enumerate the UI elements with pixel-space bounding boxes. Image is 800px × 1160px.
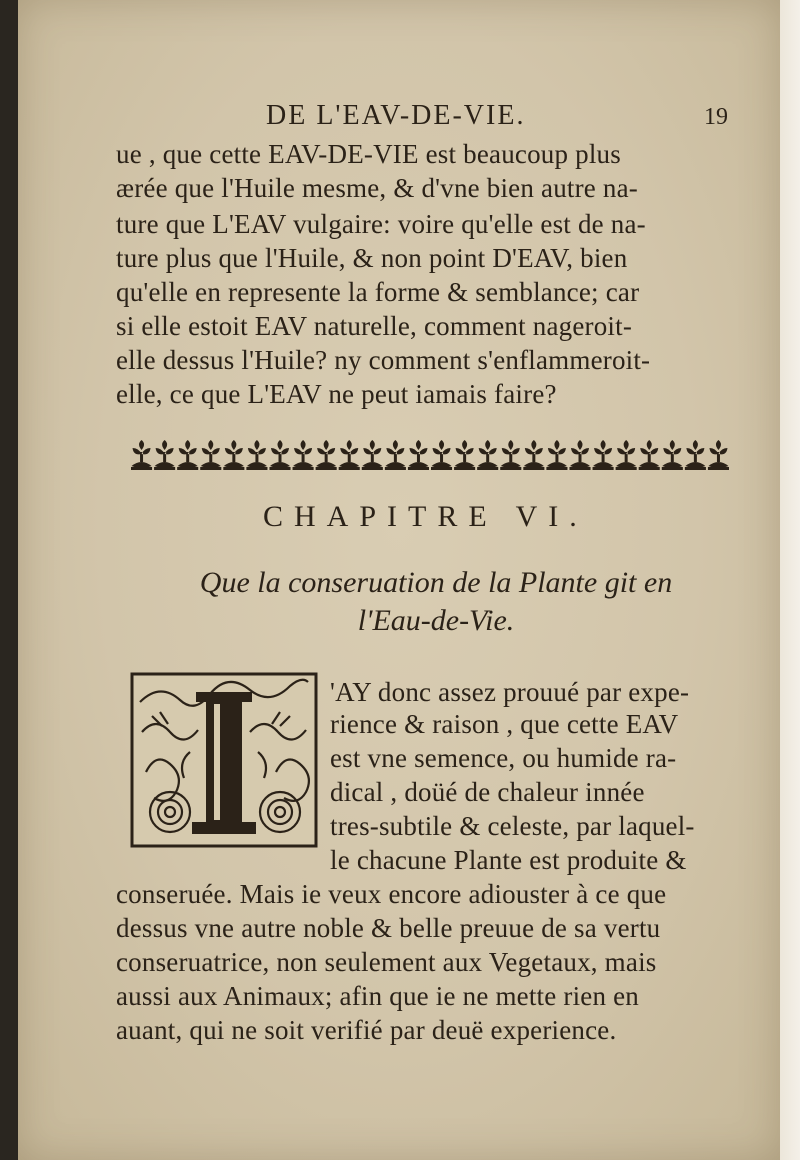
- text-line: ture plus que l'Huile, & non point D'EAV, bien: [116, 243, 628, 273]
- fleuron-base: [200, 467, 221, 470]
- fleuron-base: [385, 467, 406, 470]
- fleuron-base: [177, 467, 198, 470]
- fleuron-base: [408, 467, 429, 470]
- fleuron-glyph: [247, 440, 267, 468]
- text-line: qu'elle en represente la forme & semblance; car: [116, 277, 640, 307]
- running-title: DE L'EAV-DE-VIE.: [266, 100, 526, 131]
- text-line: rience & raison , que cette EAV: [330, 709, 679, 739]
- fleuron-base: [246, 467, 267, 470]
- text-line: 'AY donc assez prouué par expe-: [330, 677, 690, 707]
- chapter-heading: CHAPITRE VI.: [263, 500, 588, 533]
- fleuron-glyph: [132, 440, 152, 468]
- text-line: aussi aux Animaux; afin que ie ne mette rien en: [116, 981, 639, 1011]
- text-line: auant, qui ne soit verifié par deuë experience.: [116, 1015, 617, 1045]
- page-edge: [780, 0, 800, 1160]
- fleuron-glyph: [616, 440, 636, 468]
- text-line: ærée que l'Huile mesme, & d'vne bien autre na-: [116, 173, 639, 203]
- text-line: le chacune Plante est produite &: [330, 845, 687, 875]
- fleuron-base: [685, 467, 706, 470]
- fleuron-base: [662, 467, 683, 470]
- fleuron-glyph: [339, 440, 359, 468]
- fleuron-glyph: [316, 440, 336, 468]
- fleuron-base: [593, 467, 614, 470]
- fleuron-glyph: [685, 440, 705, 468]
- fleuron-glyph: [478, 440, 498, 468]
- text-line: elle dessus l'Huile? ny comment s'enflammeroit-: [116, 345, 651, 375]
- fleuron-glyph: [432, 440, 452, 468]
- drop-cap-ornament: [130, 672, 318, 848]
- fleuron-glyph: [155, 440, 175, 468]
- fleuron-glyph: [547, 440, 567, 468]
- fleuron-base: [477, 467, 498, 470]
- fleuron-glyph: [362, 440, 382, 468]
- fleuron-base: [131, 467, 152, 470]
- fleuron-ornament-band: [130, 436, 730, 472]
- fleuron-base: [546, 467, 567, 470]
- text-line: si elle estoit EAV naturelle, comment nageroit-: [116, 311, 633, 341]
- fleuron-base: [431, 467, 452, 470]
- text-line: dical , doüé de chaleur innée: [330, 777, 645, 807]
- fleuron-glyph: [270, 440, 290, 468]
- fleuron-base: [339, 467, 360, 470]
- fleuron-glyph: [570, 440, 590, 468]
- fleuron-glyph: [224, 440, 244, 468]
- text-line: est vne semence, ou humide ra-: [330, 743, 677, 773]
- fleuron-glyph: [639, 440, 659, 468]
- fleuron-glyph: [385, 440, 405, 468]
- fleuron-glyph: [178, 440, 198, 468]
- fleuron-base: [500, 467, 521, 470]
- fleuron-base: [316, 467, 337, 470]
- text-line: tres-subtile & celeste, par laquel-: [330, 811, 695, 841]
- fleuron-base: [569, 467, 590, 470]
- fleuron-base: [223, 467, 244, 470]
- fleuron-glyph: [408, 440, 428, 468]
- text-line: conseruée. Mais ie veux encore adiouster à ce que: [116, 879, 667, 909]
- fleuron-base: [639, 467, 660, 470]
- fleuron-glyph: [293, 440, 313, 468]
- fleuron-glyph: [524, 440, 544, 468]
- fleuron-base: [269, 467, 290, 470]
- fleuron-glyph: [662, 440, 682, 468]
- fleuron-glyph: [455, 440, 475, 468]
- chapter-subtitle-line-1: Que la conseruation de la Plante git en: [199, 566, 673, 599]
- chapter-subtitle-line-2: l'Eau-de-Vie.: [357, 604, 515, 637]
- page-number: 19: [704, 104, 728, 130]
- fleuron-base: [454, 467, 475, 470]
- text-line: ue , que cette EAV-DE-VIE est beaucoup plus: [116, 139, 621, 169]
- text-line: ture que L'EAV vulgaire: voire qu'elle est de na-: [116, 209, 646, 239]
- fleuron-base: [523, 467, 544, 470]
- fleuron-base: [708, 467, 729, 470]
- fleuron-glyph: [201, 440, 221, 468]
- fleuron-glyph: [708, 440, 728, 468]
- text-line: conseruatrice, non seulement aux Vegetaux, mais: [116, 947, 657, 977]
- fleuron-glyph: [593, 440, 613, 468]
- text-line: dessus vne autre noble & belle preuue de sa vertu: [116, 913, 661, 943]
- fleuron-glyph: [501, 440, 521, 468]
- fleuron-base: [616, 467, 637, 470]
- fleuron-base: [362, 467, 383, 470]
- text-line: elle, ce que L'EAV ne peut iamais faire?: [116, 379, 557, 409]
- book-page: [18, 0, 780, 1160]
- fleuron-base: [293, 467, 314, 470]
- fleuron-base: [154, 467, 175, 470]
